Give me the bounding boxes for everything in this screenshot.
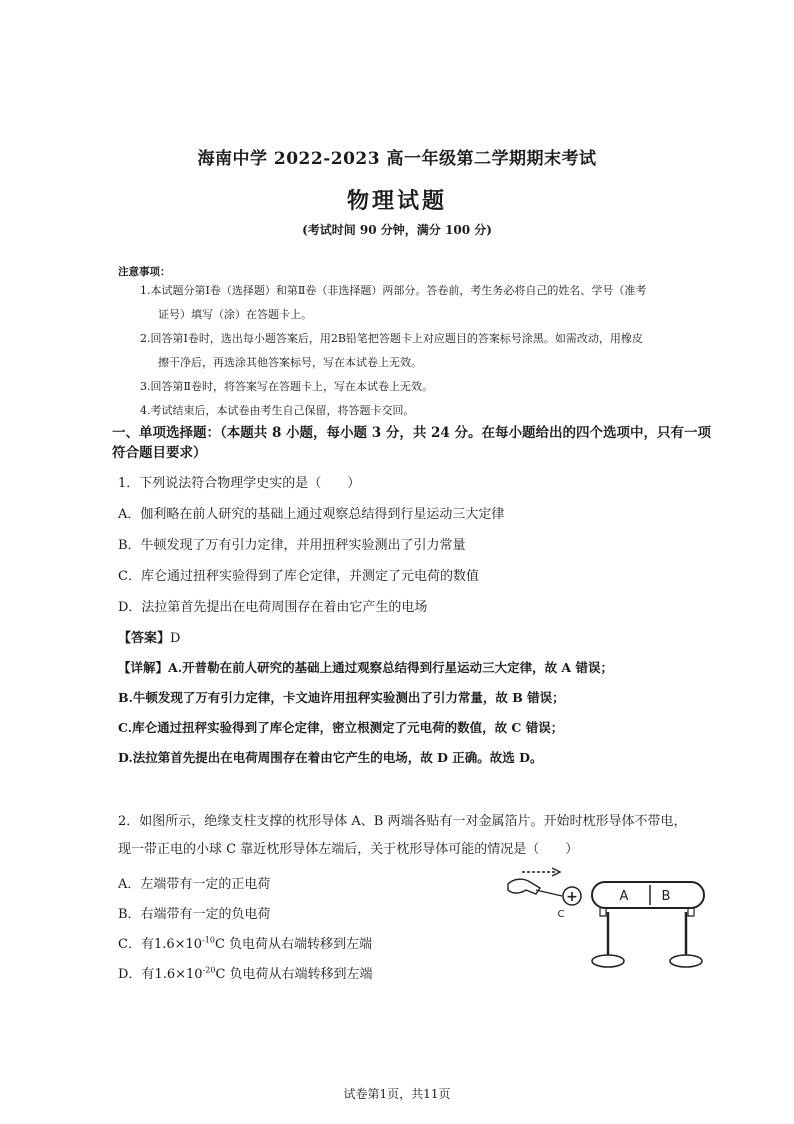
charge-exponent: -20 [202, 965, 216, 975]
detail-tag: 【详解】 [118, 660, 169, 675]
question-stem: 2．如图所示，绝缘支柱支撑的枕形导体 A、B 两端各贴有一对金属箔片。开始时枕形导体不带电， [118, 814, 687, 829]
right-stand [670, 908, 702, 967]
pillow-conductor [592, 882, 704, 908]
pillow-conductor-figure [500, 860, 720, 975]
left-stand [592, 908, 624, 967]
option-d: D．法拉第首先提出在电荷周围存在着由它产生的电场 [118, 600, 428, 615]
detail-line: B.牛顿发现了万有引力定律，卡文迪许用扭秤实验测出了引力常量，故 B 错误； [118, 690, 565, 705]
notes-heading: 注意事项： [118, 266, 171, 278]
note-item: 擦干净后，再选涂其他答案标号，写在本试卷上无效。 [158, 356, 422, 369]
answer-line [118, 627, 180, 646]
detail-text: A.开普勒在前人研究的基础上通过观察总结得到行星运动三大定律，故 A 错误； [168, 660, 613, 675]
option-a: A．左端带有一定的正电荷 [118, 877, 271, 892]
detail-line: D.法拉第首先提出在电荷周围存在着由它产生的电场，故 D 正确。故选 D。 [118, 750, 543, 765]
option-rest: C 负电荷从右端转移到左端 [214, 937, 373, 952]
note-item: 4.考试结束后，本试卷由考生自己保留，将答题卡交回。 [140, 404, 415, 417]
option-d [118, 963, 373, 982]
note-item: 证号）填写（涂）在答题卡上。 [158, 308, 312, 321]
question-stem: 1．下列说法符合物理学史实的是（ ） [118, 476, 361, 491]
note-item: 1.本试题分第Ⅰ卷（选择题）和第Ⅱ卷（非选择题）两部分。答卷前，考生务必将自己的姓名、学号（准考 [140, 284, 647, 297]
label-b: B [661, 889, 671, 904]
option-label: D．有 [118, 967, 155, 982]
plus-sign: + [566, 889, 578, 905]
option-label: C．有 [118, 937, 154, 952]
note-item: 3.回答第Ⅱ卷时，将答案写在答题卡上，写在本试卷上无效。 [140, 380, 433, 393]
option-b: B．右端带有一定的负电荷 [118, 907, 271, 922]
page-footer: 试卷第1页，共11页 [343, 1087, 451, 1101]
question-stem-cont: 现一带正电的小球 C 靠近枕形导体左端后，关于枕形导体可能的情况是（ ） [118, 842, 579, 857]
option-a: A．伽利略在前人研究的基础上通过观察总结得到行星运动三大定律 [118, 507, 505, 522]
option-c: C．库仑通过扭秤实验得到了库仑定律，并测定了元电荷的数值 [118, 569, 479, 584]
charge-exponent: -10 [202, 935, 215, 945]
detail-line: C.库仑通过扭秤实验得到了库仑定律，密立根测定了元电荷的数值，故 C 错误； [118, 720, 564, 735]
option-rest: C 负电荷从右端转移到左端 [215, 967, 373, 982]
option-b: B．牛顿发现了万有引力定律，并用扭秤实验测出了引力常量 [118, 538, 466, 553]
exam-meta: (考试时间 90 分钟，满分 100 分) [302, 223, 492, 237]
exam-title: 海南中学 2022-2023 高一年级第二学期期末考试 [197, 149, 597, 169]
detail-line [118, 658, 613, 676]
charged-ball-holder [508, 868, 562, 896]
option-c [118, 933, 372, 952]
answer-tag: 【答案】 [118, 631, 171, 646]
charge-mantissa: 1.6×10 [154, 967, 203, 982]
exam-subtitle: 物理试题 [346, 188, 447, 214]
label-a: A [619, 889, 629, 904]
note-item: 2.回答第Ⅰ卷时，选出每小题答案后，用2B铅笔把答题卡上对应题目的答案标号涂黑。如需改动，用橡皮 [140, 332, 643, 345]
answer-value: D [170, 631, 181, 646]
ball-label-c: C [557, 909, 565, 920]
charge-mantissa: 1.6×10 [153, 937, 203, 952]
section-heading: 一、单项选择题：（本题共 8 小题，每小题 3 分，共 24 分。在每小题给出的四个选项中，只有一项符合题目要求） [112, 425, 712, 461]
